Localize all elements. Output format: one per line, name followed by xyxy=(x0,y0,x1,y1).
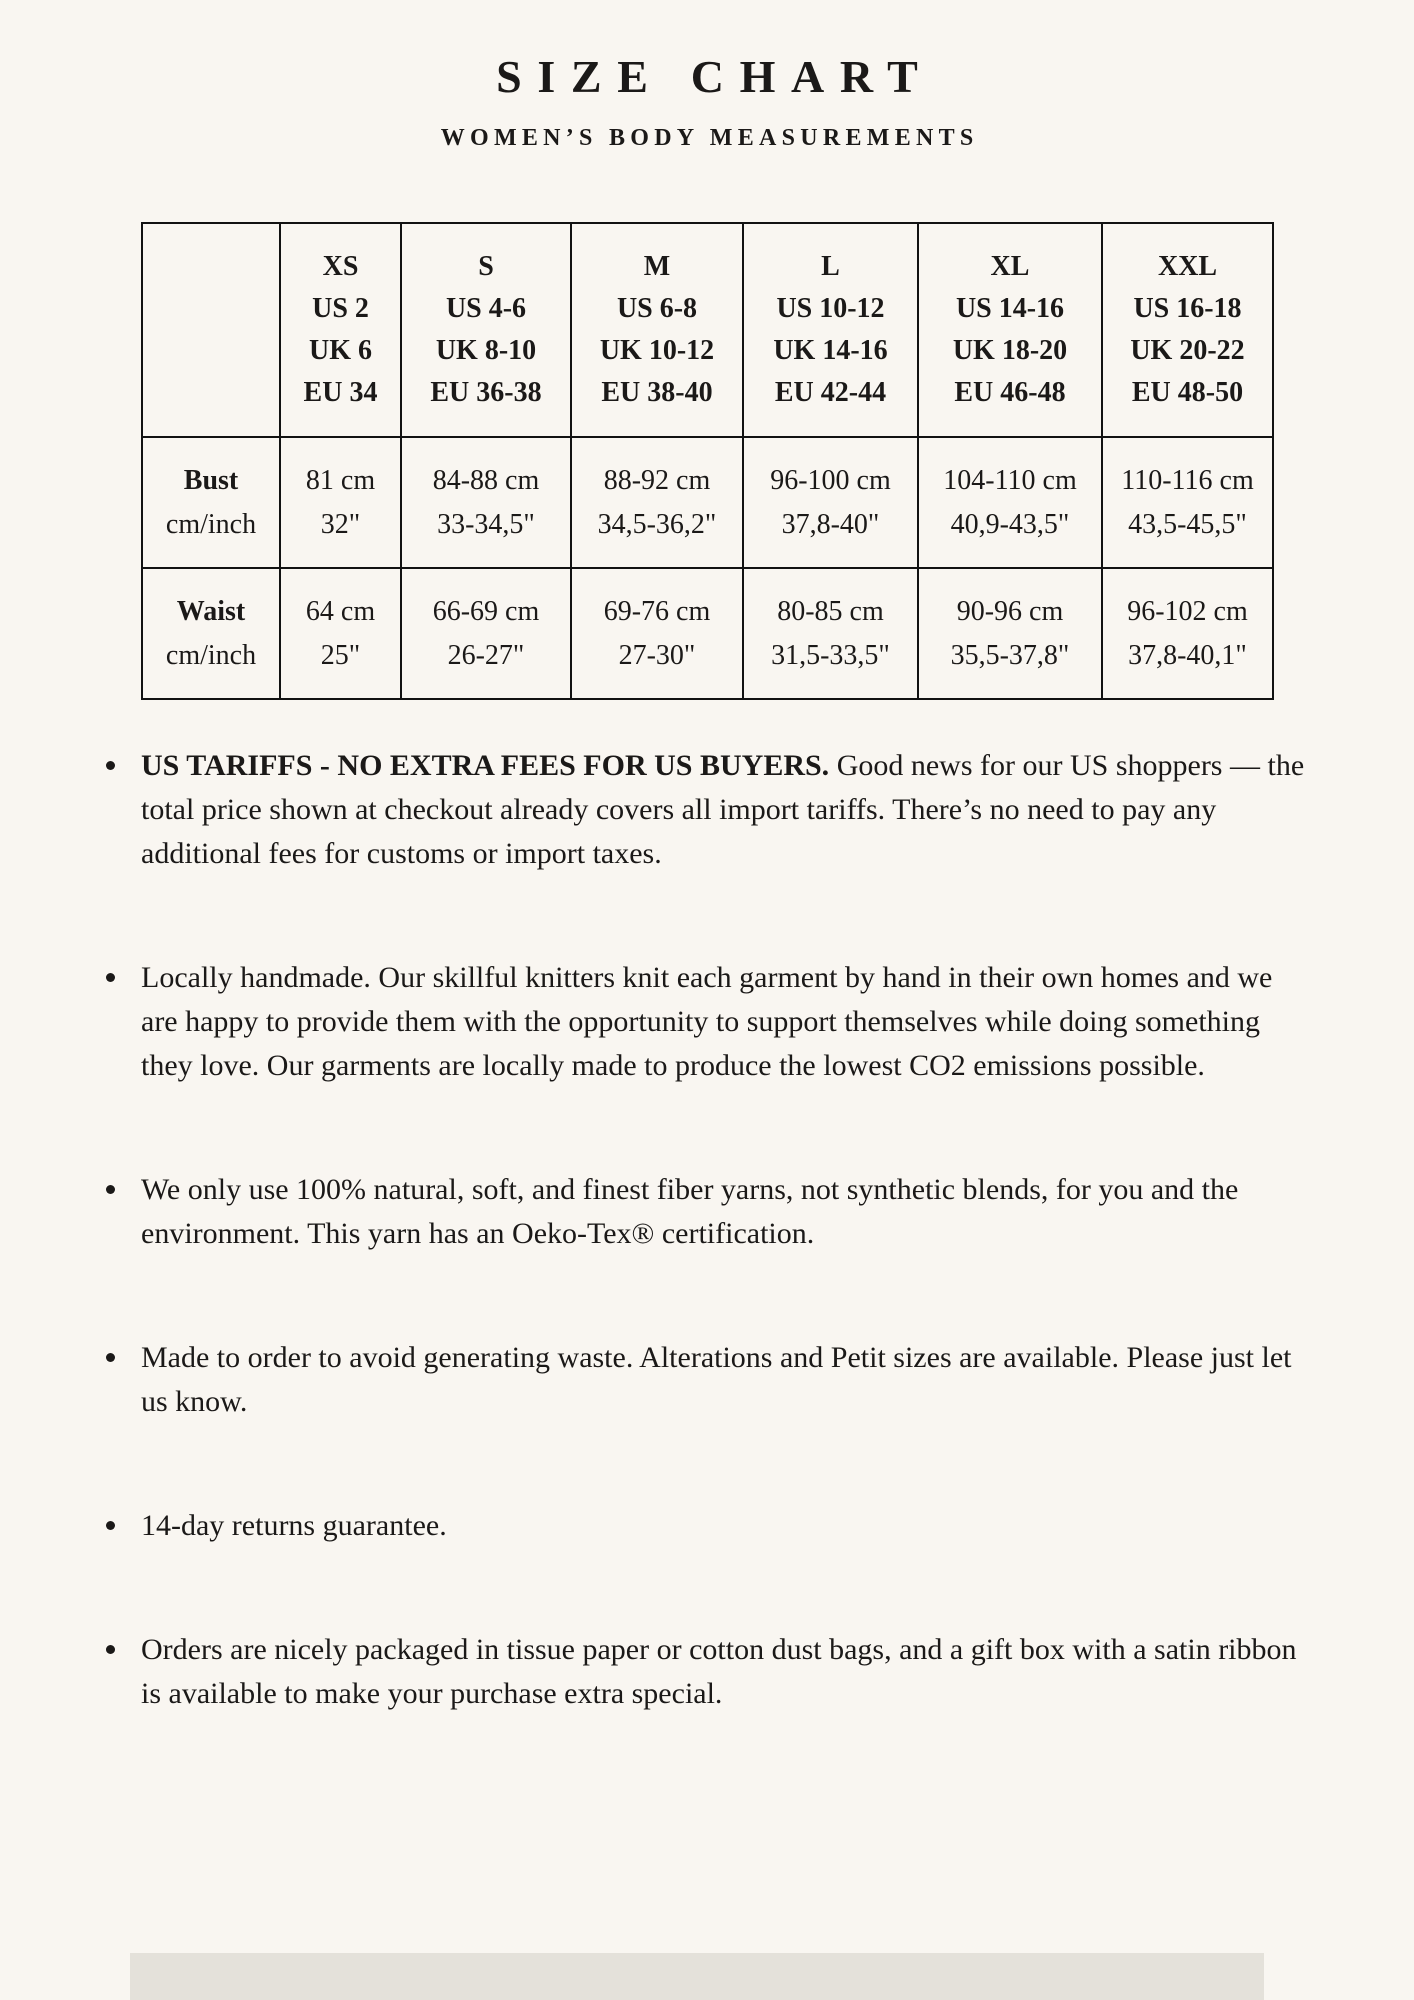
size-uk: UK 18-20 xyxy=(952,335,1068,366)
size-chart-table xyxy=(141,222,1274,700)
value-inch: 37,8-40,1" xyxy=(1128,639,1247,671)
size-us: US 6-8 xyxy=(616,293,698,324)
note-text: We only use 100% natural, soft, and finest fiber yarns, not synthetic blends, for you and the environment. This yarn has an Oeko-Tex® certification. xyxy=(141,1173,1239,1250)
size-name: M xyxy=(643,251,671,282)
waist-cell-s xyxy=(401,568,571,699)
size-column-xl xyxy=(918,223,1102,437)
waist-cell-xxl xyxy=(1102,568,1273,699)
size-uk: UK 14-16 xyxy=(773,335,888,366)
waist-cell-xl xyxy=(918,568,1102,699)
bust-cell-l xyxy=(743,437,918,568)
size-uk: UK 6 xyxy=(309,335,372,366)
value-cm: 96-100 cm xyxy=(770,464,891,496)
note-locally-handmade xyxy=(104,956,1312,1088)
value-cm: 90-96 cm xyxy=(956,595,1064,627)
note-natural-yarns xyxy=(104,1168,1312,1256)
bust-row-header xyxy=(142,437,280,568)
bullet-dot-icon xyxy=(106,1185,115,1194)
size-eu: EU 34 xyxy=(303,377,378,408)
note-text: Good news for our US shoppers — the total price shown at checkout already covers all import tariffs. There’s no need to pay any additional fees for customs or import taxes. xyxy=(141,749,1305,870)
waist-cell-l xyxy=(743,568,918,699)
value-inch: 31,5-33,5" xyxy=(771,639,890,671)
value-cm: 88-92 cm xyxy=(603,464,711,496)
size-us: US 4-6 xyxy=(445,293,527,324)
page-title: SIZE CHART xyxy=(496,51,934,102)
size-us: US 2 xyxy=(312,293,369,324)
note-us-tariffs xyxy=(104,744,1312,876)
value-cm: 80-85 cm xyxy=(777,595,884,627)
page-subtitle: WOMEN’S BODY MEASUREMENTS xyxy=(440,125,979,151)
value-cm: 104-110 cm xyxy=(943,464,1077,496)
bullet-dot-icon xyxy=(106,761,115,770)
value-inch: 27-30" xyxy=(618,639,696,671)
value-inch: 32" xyxy=(320,508,361,540)
size-eu: EU 46-48 xyxy=(954,377,1066,408)
row-unit: cm/inch xyxy=(165,639,257,671)
row-label: Bust xyxy=(183,464,239,496)
size-us: US 16-18 xyxy=(1133,293,1242,324)
size-us: US 10-12 xyxy=(776,293,885,324)
note-bold-text: US TARIFFS - NO EXTRA FEES FOR US BUYERS. xyxy=(141,749,830,782)
note-text: Locally handmade. Our skillful knitters knit each garment by hand in their own homes and we are happy to provide them with the opportunity to support themselves while doing something they love. Our garments are locally made to produce the lowest CO2 emissions possible. xyxy=(141,961,1273,1082)
size-column-xs xyxy=(280,223,401,437)
size-name: XL xyxy=(990,251,1030,282)
size-name: L xyxy=(821,251,840,282)
row-label: Waist xyxy=(176,595,246,627)
size-name: S xyxy=(478,251,494,282)
size-name: XS xyxy=(322,251,359,282)
size-column-m xyxy=(571,223,743,437)
waist-row xyxy=(142,568,1273,699)
table-header-row xyxy=(142,223,1273,437)
bullet-dot-icon xyxy=(106,1353,115,1362)
note-packaging xyxy=(104,1628,1312,1716)
value-cm: 110-116 cm xyxy=(1121,464,1254,496)
size-name: XXL xyxy=(1157,251,1218,282)
bust-cell-xs xyxy=(280,437,401,568)
value-cm: 96-102 cm xyxy=(1127,595,1248,627)
bullet-dot-icon xyxy=(106,1645,115,1654)
bust-cell-m xyxy=(571,437,743,568)
bust-cell-xl xyxy=(918,437,1102,568)
waist-cell-xs xyxy=(280,568,401,699)
row-unit: cm/inch xyxy=(165,508,257,540)
waist-row-header xyxy=(142,568,280,699)
value-inch: 26-27" xyxy=(447,639,525,671)
note-text: Orders are nicely packaged in tissue paper or cotton dust bags, and a gift box with a satin ribbon is available to make your purchase extra special. xyxy=(141,1633,1297,1710)
table-corner-cell xyxy=(142,223,280,437)
value-cm: 66-69 cm xyxy=(432,595,540,627)
size-eu: EU 36-38 xyxy=(430,377,542,408)
value-cm: 81 cm xyxy=(305,464,376,496)
size-uk: UK 20-22 xyxy=(1130,335,1245,366)
note-text: 14-day returns guarantee. xyxy=(141,1509,447,1542)
bust-cell-s xyxy=(401,437,571,568)
value-cm: 64 cm xyxy=(305,595,376,627)
waist-cell-m xyxy=(571,568,743,699)
size-column-s xyxy=(401,223,571,437)
bust-cell-xxl xyxy=(1102,437,1273,568)
size-uk: UK 10-12 xyxy=(599,335,715,366)
bottom-panel xyxy=(130,1953,1264,2000)
value-cm: 84-88 cm xyxy=(432,464,540,496)
note-text: Made to order to avoid generating waste. Alterations and Petit sizes are available. Please just let us know. xyxy=(141,1341,1292,1418)
size-eu: EU 48-50 xyxy=(1131,377,1244,408)
product-notes-list xyxy=(104,744,1312,1796)
value-inch: 35,5-37,8" xyxy=(950,639,1070,671)
value-inch: 40,9-43,5" xyxy=(950,508,1070,540)
size-column-l xyxy=(743,223,918,437)
value-inch: 25" xyxy=(320,639,361,671)
bullet-dot-icon xyxy=(106,973,115,982)
note-made-to-order xyxy=(104,1336,1312,1424)
size-eu: EU 42-44 xyxy=(774,377,887,408)
value-inch: 37,8-40" xyxy=(781,508,880,540)
bust-row xyxy=(142,437,1273,568)
size-eu: EU 38-40 xyxy=(601,377,713,408)
value-inch: 34,5-36,2" xyxy=(597,508,717,540)
bullet-dot-icon xyxy=(106,1521,115,1530)
size-uk: UK 8-10 xyxy=(435,335,537,366)
value-inch: 43,5-45,5" xyxy=(1128,508,1247,540)
size-column-xxl xyxy=(1102,223,1273,437)
size-us: US 14-16 xyxy=(955,293,1065,324)
value-inch: 33-34,5" xyxy=(437,508,535,540)
note-returns-guarantee xyxy=(104,1504,1312,1548)
value-cm: 69-76 cm xyxy=(603,595,711,627)
